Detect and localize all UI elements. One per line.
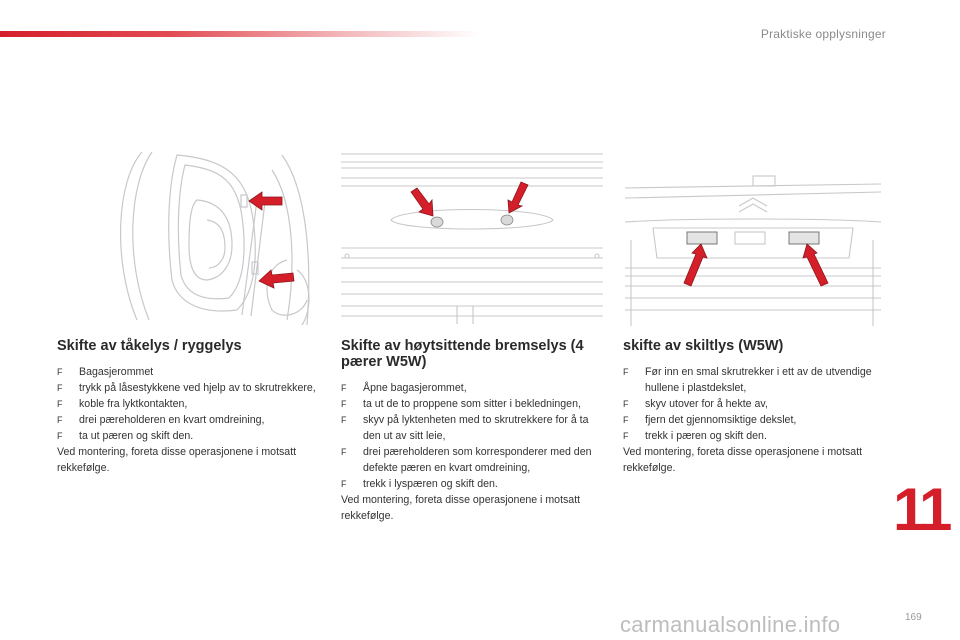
list-item xyxy=(623,412,885,428)
bullet-icon: F xyxy=(57,399,63,409)
assembly-note: Ved montering, foreta disse operasjonene i motsatt rekkefølge. xyxy=(57,446,297,474)
list-item xyxy=(623,396,885,412)
step-text: trekk i pæren og skift den. xyxy=(645,430,767,442)
column-title: Skifte av høytsittende bremselys (4 pærer W5W) xyxy=(341,338,584,370)
step-text: koble fra lyktkontakten, xyxy=(79,398,188,410)
bullet-icon: F xyxy=(341,415,347,425)
step-list xyxy=(57,364,319,444)
assembly-note: Ved montering, foreta disse operasjonene i motsatt rekkefølge. xyxy=(623,446,863,474)
bullet-icon: F xyxy=(623,431,629,441)
column-fog-reverse-light xyxy=(57,140,319,476)
list-item xyxy=(341,444,603,476)
illustration-brake-light xyxy=(341,140,603,328)
step-text: drei pæreholderen som korresponderer med den defekte pæren en kvart omdreining, xyxy=(363,446,592,474)
list-item xyxy=(57,380,319,396)
step-text: trekk i lyspæren og skift den. xyxy=(363,478,498,490)
list-item xyxy=(341,476,603,492)
step-text: Bagasjerommet xyxy=(79,366,154,378)
bullet-icon: F xyxy=(341,447,347,457)
bullet-icon: F xyxy=(341,479,347,489)
list-item xyxy=(57,364,319,380)
list-item xyxy=(57,412,319,428)
section-title: Praktiske opplysninger xyxy=(760,27,886,41)
step-text: trykk på låsestykkene ved hjelp av to skrutrekkere, xyxy=(79,382,316,394)
bullet-icon: F xyxy=(623,415,629,425)
chapter-number: 11 xyxy=(893,476,949,543)
bullet-icon: F xyxy=(341,383,347,393)
list-item xyxy=(623,428,885,444)
assembly-note: Ved montering, foreta disse operasjonene i motsatt rekkefølge. xyxy=(341,494,581,522)
list-item xyxy=(341,380,603,396)
list-item xyxy=(341,396,603,412)
step-list xyxy=(623,364,885,444)
bullet-icon: F xyxy=(623,399,629,409)
bullet-icon: F xyxy=(57,367,63,377)
step-text: fjern det gjennomsiktige dekslet, xyxy=(645,414,797,426)
step-text: skyv på lyktenheten med to skrutrekkere for å ta den ut av sitt leie, xyxy=(363,414,589,442)
watermark-text: carmanualsonline.info xyxy=(620,612,841,637)
header-accent-bar xyxy=(0,31,480,37)
list-item xyxy=(57,396,319,412)
bullet-icon: F xyxy=(341,399,347,409)
step-list xyxy=(341,380,603,492)
step-text: Før inn en smal skrutrekker i ett av de utvendige hullene i plastdekslet, xyxy=(645,366,872,394)
bullet-icon: F xyxy=(623,367,629,377)
page-number: 169 xyxy=(905,612,922,623)
bullet-icon: F xyxy=(57,431,63,441)
list-item xyxy=(57,428,319,444)
illustration-plate-light xyxy=(623,140,885,328)
list-item xyxy=(341,412,603,444)
step-text: ta ut de to proppene som sitter i bekledningen, xyxy=(363,398,581,410)
column-title: Skifte av tåkelys / ryggelys xyxy=(57,338,242,354)
bullet-icon: F xyxy=(57,383,63,393)
bullet-icon: F xyxy=(57,415,63,425)
step-text: Åpne bagasjerommet, xyxy=(363,382,467,394)
illustration-fog-light xyxy=(57,140,319,328)
column-title: skifte av skiltlys (W5W) xyxy=(623,338,784,354)
step-text: drei pæreholderen en kvart omdreining, xyxy=(79,414,265,426)
step-text: skyv utover for å hekte av, xyxy=(645,398,768,410)
column-license-plate-light xyxy=(623,140,885,476)
step-text: ta ut pæren og skift den. xyxy=(79,430,194,442)
column-high-brake-light xyxy=(341,140,603,524)
list-item xyxy=(623,364,885,396)
